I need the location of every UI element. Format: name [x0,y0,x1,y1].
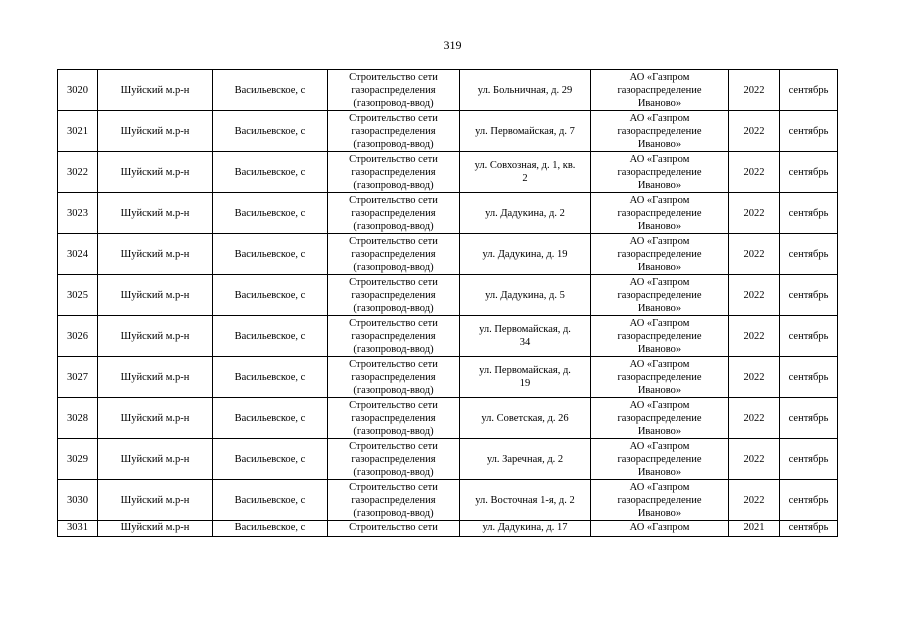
table-body [58,70,838,537]
cell-year: 2021 [729,521,780,537]
cell-month: сентябрь [780,152,838,193]
cell-organization: АО «Газпром газораспределение Иваново» [591,111,729,152]
cell-year: 2022 [729,275,780,316]
cell-month: сентябрь [780,357,838,398]
cell-district: Шуйский м.р-н [98,70,213,111]
cell-number: 3022 [58,152,98,193]
cell-district: Шуйский м.р-н [98,111,213,152]
cell-address: ул. Советская, д. 26 [460,398,591,439]
cell-address: ул. Первомайская, д. 19 [460,357,591,398]
cell-work-type: Строительство сети газораспределения (газопровод-ввод) [328,398,460,439]
cell-month: сентябрь [780,70,838,111]
cell-work-type: Строительство сети газораспределения (газопровод-ввод) [328,193,460,234]
cell-organization: АО «Газпром газораспределение Иваново» [591,70,729,111]
cell-year: 2022 [729,70,780,111]
table-row [58,193,838,234]
cell-settlement: Васильевское, с [213,193,328,234]
cell-district: Шуйский м.р-н [98,234,213,275]
cell-year: 2022 [729,316,780,357]
table-row [58,70,838,111]
cell-month: сентябрь [780,521,838,537]
cell-address: ул. Совхозная, д. 1, кв. 2 [460,152,591,193]
cell-settlement: Васильевское, с [213,357,328,398]
cell-address: ул. Дадукина, д. 5 [460,275,591,316]
cell-number: 3023 [58,193,98,234]
cell-year: 2022 [729,398,780,439]
cell-district: Шуйский м.р-н [98,275,213,316]
cell-year: 2022 [729,480,780,521]
cell-number: 3020 [58,70,98,111]
cell-number: 3029 [58,439,98,480]
cell-settlement: Васильевское, с [213,316,328,357]
cell-settlement: Васильевское, с [213,398,328,439]
cell-organization: АО «Газпром газораспределение Иваново» [591,398,729,439]
cell-number: 3024 [58,234,98,275]
cell-number: 3027 [58,357,98,398]
cell-number: 3028 [58,398,98,439]
cell-year: 2022 [729,234,780,275]
cell-month: сентябрь [780,439,838,480]
cell-address: ул. Больничная, д. 29 [460,70,591,111]
cell-district: Шуйский м.р-н [98,521,213,537]
cell-organization: АО «Газпром газораспределение Иваново» [591,234,729,275]
cell-settlement: Васильевское, с [213,111,328,152]
cell-district: Шуйский м.р-н [98,316,213,357]
cell-month: сентябрь [780,316,838,357]
cell-address: ул. Дадукина, д. 17 [460,521,591,537]
cell-work-type: Строительство сети газораспределения (газопровод-ввод) [328,111,460,152]
cell-organization: АО «Газпром газораспределение Иваново» [591,193,729,234]
cell-work-type: Строительство сети [328,521,460,537]
cell-organization: АО «Газпром газораспределение Иваново» [591,275,729,316]
cell-settlement: Васильевское, с [213,521,328,537]
cell-work-type: Строительство сети газораспределения (газопровод-ввод) [328,316,460,357]
cell-address: ул. Дадукина, д. 2 [460,193,591,234]
cell-year: 2022 [729,193,780,234]
page-number: 319 [443,38,462,52]
cell-organization: АО «Газпром [591,521,729,537]
cell-work-type: Строительство сети газораспределения (газопровод-ввод) [328,480,460,521]
cell-month: сентябрь [780,234,838,275]
cell-settlement: Васильевское, с [213,480,328,521]
cell-organization: АО «Газпром газораспределение Иваново» [591,152,729,193]
cell-organization: АО «Газпром газораспределение Иваново» [591,316,729,357]
cell-year: 2022 [729,152,780,193]
cell-organization: АО «Газпром газораспределение Иваново» [591,357,729,398]
table-row [58,398,838,439]
table-row [58,439,838,480]
table-row [58,275,838,316]
cell-settlement: Васильевское, с [213,234,328,275]
cell-month: сентябрь [780,111,838,152]
cell-address: ул. Заречная, д. 2 [460,439,591,480]
cell-district: Шуйский м.р-н [98,152,213,193]
cell-settlement: Васильевское, с [213,152,328,193]
gas-network-table [57,69,838,537]
table-row [58,234,838,275]
cell-organization: АО «Газпром газораспределение Иваново» [591,480,729,521]
cell-number: 3030 [58,480,98,521]
cell-year: 2022 [729,439,780,480]
cell-month: сентябрь [780,480,838,521]
cell-district: Шуйский м.р-н [98,193,213,234]
cell-address: ул. Восточная 1-я, д. 2 [460,480,591,521]
cell-year: 2022 [729,111,780,152]
cell-work-type: Строительство сети газораспределения (газопровод-ввод) [328,234,460,275]
cell-address: ул. Первомайская, д. 34 [460,316,591,357]
cell-number: 3025 [58,275,98,316]
cell-address: ул. Первомайская, д. 7 [460,111,591,152]
cell-work-type: Строительство сети газораспределения (газопровод-ввод) [328,275,460,316]
table-row [58,521,838,537]
cell-month: сентябрь [780,398,838,439]
cell-settlement: Васильевское, с [213,275,328,316]
cell-work-type: Строительство сети газораспределения (газопровод-ввод) [328,439,460,480]
cell-address: ул. Дадукина, д. 19 [460,234,591,275]
cell-work-type: Строительство сети газораспределения (газопровод-ввод) [328,152,460,193]
cell-district: Шуйский м.р-н [98,398,213,439]
cell-settlement: Васильевское, с [213,70,328,111]
cell-month: сентябрь [780,275,838,316]
table-row [58,111,838,152]
cell-number: 3026 [58,316,98,357]
cell-work-type: Строительство сети газораспределения (газопровод-ввод) [328,70,460,111]
cell-district: Шуйский м.р-н [98,439,213,480]
cell-month: сентябрь [780,193,838,234]
table-row [58,357,838,398]
cell-organization: АО «Газпром газораспределение Иваново» [591,439,729,480]
cell-district: Шуйский м.р-н [98,480,213,521]
table-row [58,480,838,521]
cell-number: 3031 [58,521,98,537]
table-row [58,152,838,193]
cell-settlement: Васильевское, с [213,439,328,480]
cell-number: 3021 [58,111,98,152]
table-row [58,316,838,357]
cell-year: 2022 [729,357,780,398]
cell-work-type: Строительство сети газораспределения (газопровод-ввод) [328,357,460,398]
cell-district: Шуйский м.р-н [98,357,213,398]
